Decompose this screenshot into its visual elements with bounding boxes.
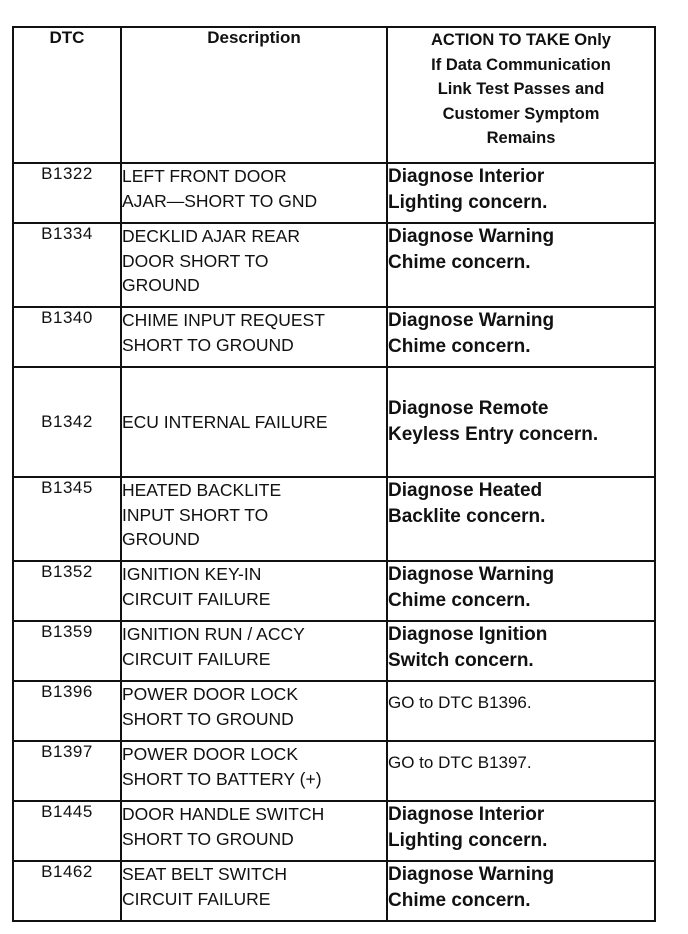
dtc-code-cell [13, 561, 121, 621]
dtc-code: B1462 [41, 862, 93, 881]
action-line: Lighting concern. [388, 830, 548, 851]
description-line: POWER DOOR LOCK [122, 744, 298, 764]
action-line: Diagnose Warning [388, 864, 555, 885]
action-cell [387, 681, 655, 741]
action-line: Chime concern. [388, 336, 531, 357]
table-row [13, 741, 655, 801]
dtc-code-cell [13, 367, 121, 477]
dtc-table [12, 26, 656, 922]
action-line: Diagnose Warning [388, 564, 555, 585]
dtc-code: B1352 [41, 562, 93, 581]
description-cell [121, 223, 387, 307]
dtc-code-cell [13, 307, 121, 367]
description-cell [121, 861, 387, 921]
dtc-code: B1359 [41, 622, 93, 641]
action-line: Diagnose Warning [388, 226, 555, 247]
dtc-code-cell [13, 861, 121, 921]
description-cell [121, 163, 387, 223]
dtc-code-cell [13, 223, 121, 307]
header-action-line: Customer Symptom [442, 104, 600, 123]
action-line: Backlite concern. [388, 506, 546, 527]
table-row [13, 367, 655, 477]
action-cell [387, 801, 655, 861]
description-cell [121, 741, 387, 801]
description-line: SHORT TO GROUND [122, 334, 294, 355]
dtc-code: B1397 [41, 742, 93, 761]
action-cell [387, 621, 655, 681]
header-description-label: Description [207, 28, 301, 47]
description-line: CIRCUIT FAILURE [122, 888, 271, 909]
table-row [13, 861, 655, 921]
header-dtc [13, 27, 121, 163]
dtc-code-cell [13, 163, 121, 223]
header-action [387, 27, 655, 163]
action-cell [387, 741, 655, 801]
description-cell [121, 681, 387, 741]
dtc-code: B1322 [41, 164, 93, 183]
table-row [13, 477, 655, 561]
description-line: DOOR HANDLE SWITCH [122, 804, 325, 824]
action-cell [387, 477, 655, 561]
description-cell [121, 621, 387, 681]
description-cell [121, 561, 387, 621]
description-cell [121, 477, 387, 561]
description-line: LEFT FRONT DOOR [122, 166, 287, 186]
description-cell [121, 801, 387, 861]
table-row [13, 561, 655, 621]
description-line: HEATED BACKLITE [122, 480, 282, 500]
description-line: SHORT TO GROUND [122, 828, 294, 849]
header-action-label [388, 28, 654, 157]
dtc-code-cell [13, 621, 121, 681]
table-row [13, 681, 655, 741]
header-action-line: If Data Communication [431, 55, 611, 74]
action-line: Chime concern. [388, 252, 531, 273]
header-description [121, 27, 387, 163]
description-line: SEAT BELT SWITCH [122, 864, 287, 884]
action-line: Diagnose Ignition [388, 624, 548, 645]
description-cell [121, 367, 387, 477]
description-line: CIRCUIT FAILURE [122, 648, 271, 669]
header-action-line: ACTION TO TAKE Only [431, 31, 611, 49]
header-action-line: Link Test Passes and [437, 80, 605, 98]
description-line: ECU INTERNAL FAILURE [122, 411, 328, 432]
description-cell [121, 307, 387, 367]
description-line: IGNITION RUN / ACCY [122, 624, 305, 644]
dtc-code: B1445 [41, 802, 93, 821]
description-line: DOOR SHORT TO [122, 250, 269, 271]
dtc-code-cell [13, 741, 121, 801]
action-cell [387, 163, 655, 223]
action-cell [387, 561, 655, 621]
dtc-code-cell [13, 801, 121, 861]
description-line: DECKLID AJAR REAR [122, 226, 300, 246]
header-dtc-label: DTC [49, 28, 85, 47]
description-line: INPUT SHORT TO [122, 504, 269, 525]
action-line: GO to DTC B1397. [388, 753, 532, 772]
table-row [13, 801, 655, 861]
dtc-code: B1342 [41, 412, 93, 431]
dtc-code: B1396 [41, 682, 93, 701]
header-row [13, 27, 655, 163]
action-line: GO to DTC B1396. [388, 693, 532, 712]
header-action-line: Remains [486, 129, 556, 147]
description-line: GROUND [122, 529, 200, 549]
action-line: Keyless Entry concern. [388, 424, 599, 445]
dtc-code: B1334 [41, 224, 93, 243]
table-row [13, 223, 655, 307]
table-row [13, 307, 655, 367]
dtc-code: B1340 [41, 308, 93, 327]
action-line: Diagnose Remote [388, 398, 549, 419]
description-line: AJAR—SHORT TO GND [122, 190, 318, 211]
action-line: Lighting concern. [388, 192, 548, 213]
dtc-code-cell [13, 681, 121, 741]
table-row [13, 621, 655, 681]
table-header [13, 27, 655, 163]
action-cell [387, 367, 655, 477]
description-line: SHORT TO GROUND [122, 708, 294, 729]
action-line: Diagnose Heated [388, 480, 543, 501]
dtc-code: B1345 [41, 478, 93, 497]
table-row [13, 163, 655, 223]
description-line: SHORT TO BATTERY (+) [122, 768, 322, 789]
description-line: CHIME INPUT REQUEST [122, 310, 325, 330]
description-line: CIRCUIT FAILURE [122, 588, 271, 609]
action-line: Diagnose Warning [388, 310, 555, 331]
action-line: Switch concern. [388, 650, 534, 671]
table-body [13, 163, 655, 921]
description-line: IGNITION KEY-IN [122, 564, 262, 584]
action-line: Diagnose Interior [388, 166, 545, 187]
dtc-code-cell [13, 477, 121, 561]
action-cell [387, 307, 655, 367]
description-line: GROUND [122, 275, 200, 295]
action-cell [387, 223, 655, 307]
action-line: Chime concern. [388, 590, 531, 611]
action-line: Chime concern. [388, 890, 531, 911]
action-line: Diagnose Interior [388, 804, 545, 825]
description-line: POWER DOOR LOCK [122, 684, 298, 704]
action-cell [387, 861, 655, 921]
